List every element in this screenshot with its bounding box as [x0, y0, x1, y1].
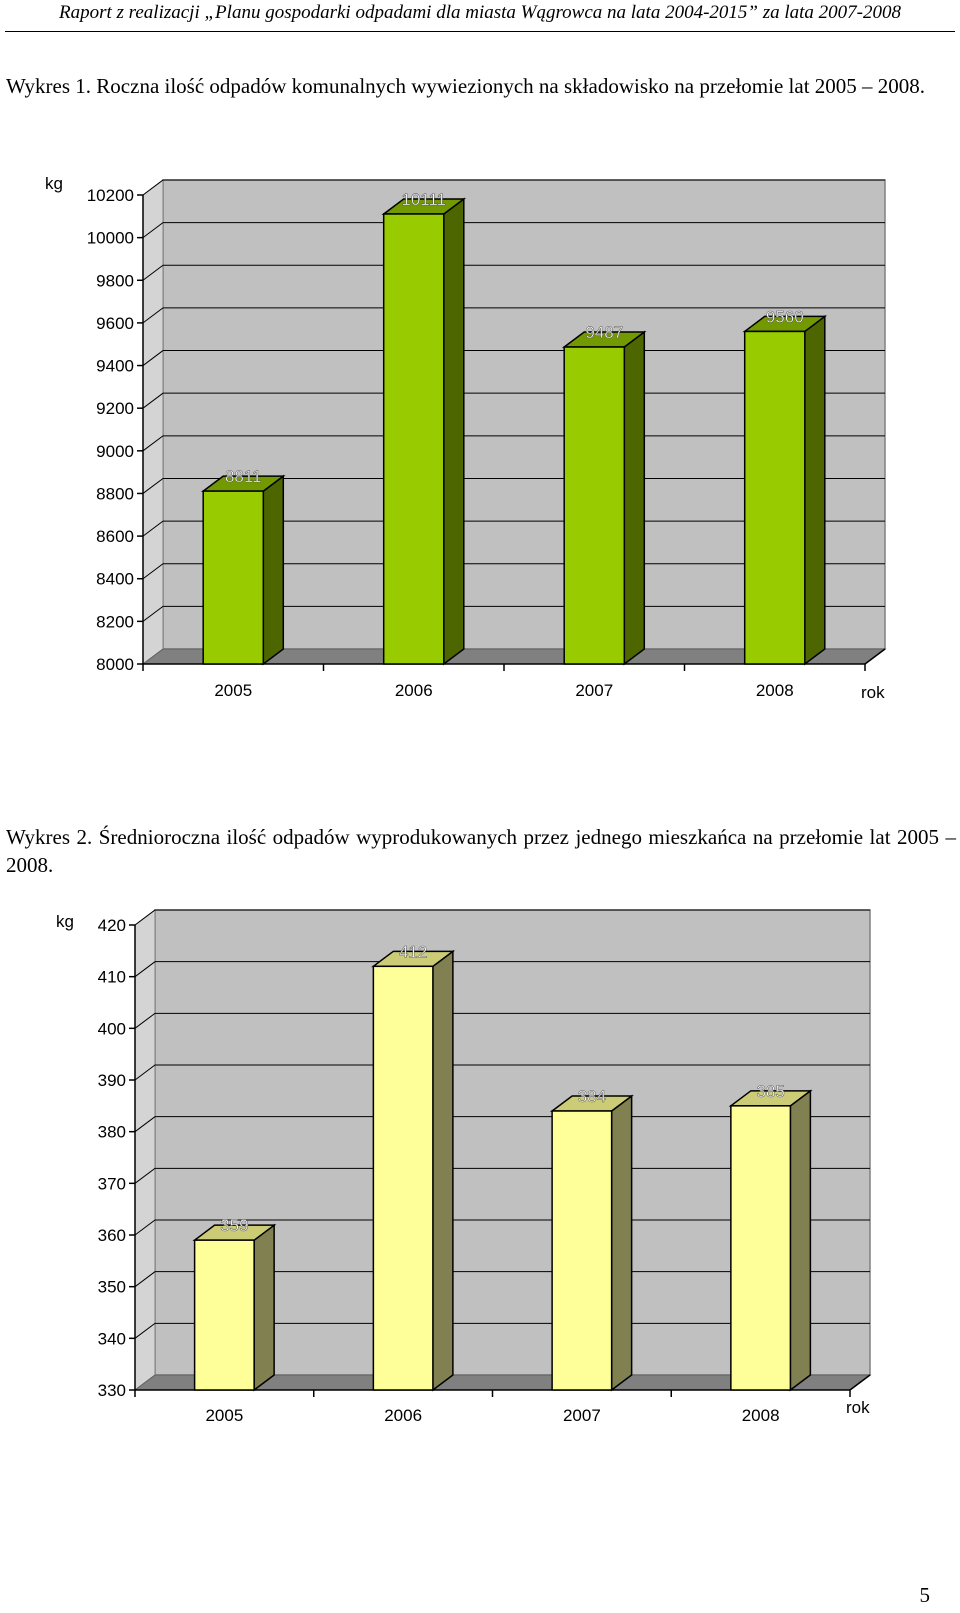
bar-front	[373, 966, 433, 1390]
x-tick-label: 2006	[384, 1406, 423, 1425]
x-tick-label: 2005	[214, 681, 253, 700]
report-header: Raport z realizacji „Planu gospodarki odpadami dla miasta Wągrowca na lata 2004-2015” za lata 2007-2008	[59, 2, 901, 23]
x-tick-label: 2008	[755, 681, 794, 700]
y-tick-label: 10200	[86, 186, 134, 205]
chart-1-caption: Wykres 1. Roczna ilość odpadów komunalnych wywiezionych na składowisko na przełomie lat 2005 – 2008.	[6, 74, 926, 98]
y-tick-label: 9000	[96, 441, 134, 461]
y-tick-label: 8400	[96, 569, 134, 589]
bar-front	[731, 1106, 791, 1390]
bar-2006	[384, 199, 464, 664]
header-rule	[5, 31, 955, 32]
y-tick-label: 8000	[96, 655, 134, 674]
y-tick-label: 9800	[96, 271, 134, 291]
bar-2008	[745, 316, 825, 664]
data-label: 9560	[765, 307, 804, 327]
x-tick-label: 2008	[741, 1406, 780, 1425]
chart-2-per-capita-waste: Wykres 2. Średnioroczna ilość odpadów wyprodukowanych przez jednego mieszkańca na przełomie lat 2005 – 2008.	[6, 825, 956, 877]
y-tick-label: 9600	[96, 313, 134, 333]
bar-side	[805, 316, 825, 664]
data-label: 412	[398, 942, 428, 962]
y-tick-label: 10000	[86, 228, 134, 248]
y-tick-label: 8800	[96, 484, 134, 504]
data-label: 9487	[585, 322, 624, 342]
x-axis-unit-label: rok	[861, 683, 885, 702]
data-label: 10111	[401, 189, 447, 209]
y-tick-label: 410	[97, 967, 126, 987]
y-tick-label: 360	[97, 1226, 126, 1245]
bar-side	[433, 951, 453, 1390]
bar-side	[790, 1091, 810, 1390]
chart-2-per-capita-waste-plot	[0, 895, 960, 1455]
y-axis-unit-label: kg	[56, 912, 74, 931]
bar-side	[612, 1096, 632, 1390]
y-tick-label: 8200	[96, 612, 134, 632]
data-label: 359	[220, 1216, 249, 1236]
bar-side	[263, 476, 283, 664]
y-axis-unit-label: kg	[45, 174, 63, 193]
y-tick-label: 9200	[96, 399, 134, 419]
x-tick-label: 2006	[394, 681, 433, 700]
y-tick-label: 9400	[96, 356, 134, 376]
y-tick-label: 340	[97, 1329, 126, 1349]
data-label: 384	[577, 1087, 607, 1106]
page-number: 5	[919, 1583, 930, 1607]
bar-front	[552, 1111, 612, 1390]
bar-2005	[195, 1225, 275, 1390]
chart-1-annual-waste	[0, 160, 960, 720]
bar-side	[624, 332, 644, 664]
bar-2007	[552, 1096, 632, 1390]
y-tick-label: 420	[97, 916, 126, 935]
y-tick-label: 390	[97, 1071, 126, 1090]
y-tick-label: 350	[97, 1277, 126, 1297]
y-tick-label: 370	[97, 1174, 126, 1194]
y-tick-label: 400	[97, 1019, 126, 1039]
bar-2008	[731, 1091, 811, 1390]
bar-front	[384, 214, 444, 664]
y-tick-label: 380	[97, 1122, 126, 1142]
x-axis-unit-label: rok	[846, 1398, 870, 1417]
side-wall	[135, 910, 155, 1390]
y-tick-label: 8600	[96, 527, 134, 547]
bar-side	[444, 199, 464, 664]
bar-front	[745, 331, 805, 664]
data-label: 8811	[224, 467, 262, 487]
bar-front	[195, 1240, 255, 1390]
y-tick-label: 330	[97, 1381, 126, 1400]
x-tick-label: 2005	[205, 1406, 244, 1425]
x-tick-label: 2007	[575, 681, 614, 700]
bar-side	[254, 1225, 274, 1390]
bar-front	[203, 491, 263, 664]
bar-front	[564, 347, 624, 664]
bar-2006	[373, 951, 453, 1390]
side-wall	[143, 180, 163, 664]
bar-2005	[203, 476, 283, 664]
data-label: 385	[756, 1081, 785, 1101]
x-tick-label: 2007	[562, 1406, 601, 1425]
bar-2007	[564, 332, 644, 664]
